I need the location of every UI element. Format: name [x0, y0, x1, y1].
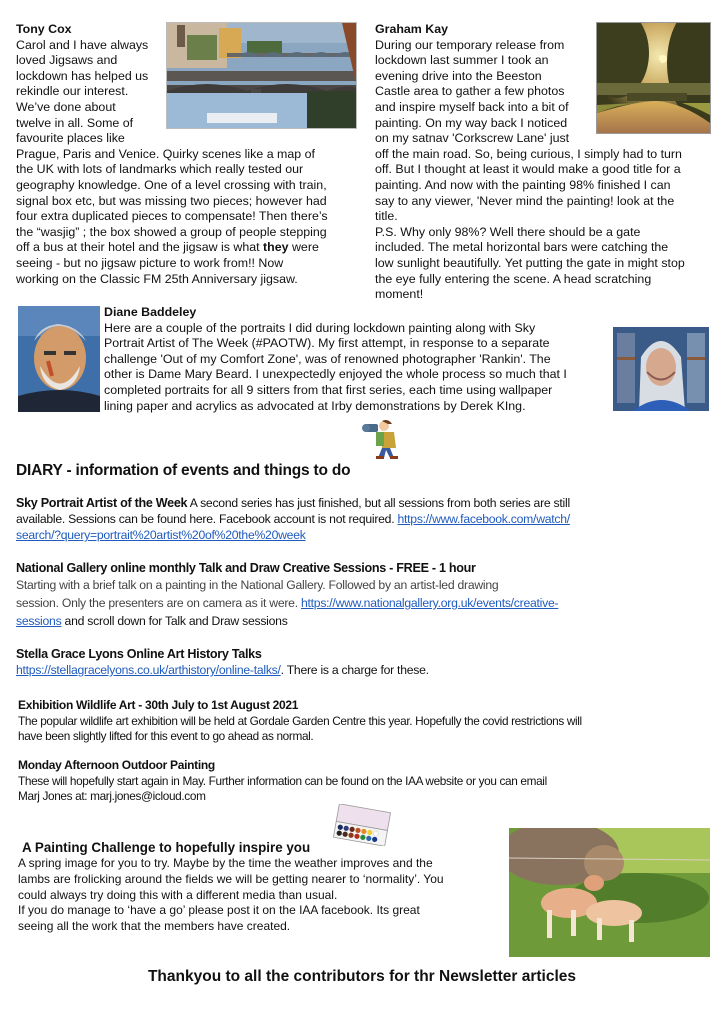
article-diane-baddeley: [104, 305, 604, 414]
text-line: Portrait Artist of The Week (#PAOTW). My first attempt, in response to a separate: [104, 336, 550, 351]
text-line: The popular wildlife art exhibition will be held at Gordale Garden Centre this year. Hopefully the covid restrictions will: [18, 713, 582, 728]
text-line: Here are a couple of the portraits I did during lockdown painting along with Sky: [104, 320, 536, 335]
text-line: off. But I thought at least it would make a good title for a: [375, 162, 681, 177]
diary-event-wildlife-exhibition: [18, 698, 722, 745]
text-line: on my satnav 'Corkscrew Lane' just: [375, 131, 570, 146]
text-line: lockdown last summer I took an: [375, 53, 549, 68]
paint-box-clipart: [333, 804, 391, 846]
text-line: During our temporary release from: [375, 37, 565, 52]
text-line: [18, 758, 722, 774]
text-span: were: [288, 240, 319, 255]
text-line: [16, 560, 716, 576]
text-line: seeing all the work that the members have created.: [18, 919, 291, 934]
national-gallery-link-continued[interactable]: sessions: [16, 614, 62, 628]
text-line: Castle area to gather a few photos: [375, 84, 565, 99]
facebook-link-continued[interactable]: search/?query=portrait%20artist%20of%20the%20week: [16, 528, 306, 542]
event-title: Stella Grace Lyons Online Art History Talks: [16, 647, 262, 661]
diary-event-outdoor-painting: [18, 758, 722, 805]
text-line: [16, 240, 356, 256]
painting-challenge-heading: A Painting Challenge to hopefully inspire you: [22, 840, 311, 855]
text-line: included. The metal horizontal bars were catching the: [375, 240, 669, 255]
corkscrew-lane-painting: [596, 22, 711, 134]
event-title: Sky Portrait Artist of the Week: [16, 496, 188, 510]
article-text: [104, 321, 604, 415]
facebook-link[interactable]: https://www.facebook.com/watch/: [397, 512, 570, 526]
text-line: A spring image for you to try. Maybe by the time the weather improves and the: [18, 856, 433, 870]
text-line: off the main road. So, being curious, I simply had to turn: [375, 146, 682, 161]
text-line: the “wasjig” ; the box showed a group of people stepping: [16, 224, 327, 239]
text-line: working on the Classic FM 25th Anniversary jigsaw.: [16, 271, 298, 286]
text-line: P.S. Why only 98%? Well there should be a gate: [375, 224, 641, 239]
event-text: available. Sessions can be found here. Facebook account is not required.: [16, 512, 398, 526]
text-line: If you do manage to ‘have a go’ please post it on the IAA facebook. Its great: [18, 903, 420, 918]
text-line: [16, 594, 716, 612]
text-line: painting. And now with the painting 98% finished I can: [375, 177, 671, 192]
text-line: evening drive into the Beeston: [375, 68, 542, 83]
text-line: moment!: [375, 287, 424, 302]
text-line: rekindle our interest.: [16, 84, 129, 99]
text-line: These will hopefully start again in May. Further information can be found on the IAA website or you can email: [18, 773, 547, 788]
text-line: lambs are frolicking around the fields we will be getting nearer to ‘normality’. You: [18, 871, 444, 886]
text-line: loved Jigsaws and: [16, 53, 118, 68]
text-line: completed portraits for all 9 sitters from that first series, each time using wallpaper: [104, 382, 553, 397]
stella-grace-lyons-link[interactable]: https://stellagracelyons.co.uk/arthistory/online-talks/: [16, 663, 281, 677]
text-line: lining paper and acrylics as advocated at Irby demonstrations by Derek KIng.: [104, 398, 526, 413]
text-line: [16, 511, 716, 527]
event-text: and scroll down for Talk and Draw sessions: [61, 614, 288, 628]
text-line: [16, 662, 716, 678]
diary-heading: DIARY - information of events and things to do: [16, 462, 351, 479]
text-line: challenge 'Out of my Comfort Zone', was of renowned photographer 'Rankin'. The: [104, 351, 551, 366]
author-name: Tony Cox: [16, 22, 72, 36]
event-title: Monday Afternoon Outdoor Painting: [18, 758, 215, 772]
national-gallery-link[interactable]: https://www.nationalgallery.org.uk/events/creative-: [300, 596, 559, 610]
thank-you-footer: Thankyou to all the contributors for thr Newsletter articles: [147, 968, 577, 985]
event-title: Exhibition Wildlife Art - 30th July to 1st August 2021: [18, 698, 299, 712]
text-line: [16, 527, 716, 543]
event-text: A second series has just finished, but all sessions from both series are still: [187, 496, 570, 510]
text-line: Carol and I have always: [16, 37, 149, 52]
text-line: painting. On my way back I noticed: [375, 115, 568, 130]
text-line: geography knowledge. One of a level crossing with train,: [16, 177, 327, 192]
text-line: could always try doing this with a different media than usual.: [18, 887, 338, 902]
mary-beard-portrait-painting: [613, 327, 709, 411]
author-name: Graham Kay: [375, 22, 449, 36]
event-text: . There is a charge for these.: [280, 663, 429, 677]
photographer-clipart: [362, 418, 402, 460]
text-line: the UK with lots of landmarks which really tested our: [16, 162, 304, 177]
author-name: Diane Baddeley: [104, 305, 197, 319]
prague-jigsaw-image: [166, 22, 357, 129]
text-line: lockdown has helped us: [16, 68, 149, 83]
text-line: [16, 646, 716, 662]
text-line: title.: [375, 209, 398, 224]
text-line: Marj Jones at: marj.jones@icloud.com: [18, 789, 206, 803]
text-line: and inspire myself back into a bit of: [375, 99, 569, 114]
text-line: four extra duplicated pieces to compensate! Then there’s: [16, 209, 328, 224]
diary-event-national-gallery: [16, 560, 716, 630]
text-line: low sunlight beautifully. Yet putting the gate in might stop: [375, 255, 685, 270]
text-line: [18, 698, 722, 714]
event-text: session. Only the presenters are on camera as it were.: [16, 596, 301, 610]
rankin-portrait-painting: [18, 306, 100, 412]
event-title: National Gallery online monthly Talk and Draw Creative Sessions - FREE - 1 hour: [16, 561, 476, 575]
diary-event-stella-grace-lyons: [16, 646, 716, 678]
text-line: [16, 495, 716, 511]
text-line: say to any viewer, 'Never mind the painting! look at the: [375, 193, 675, 208]
text-line: have been slightly lifted for this event to go ahead as normal.: [18, 729, 314, 743]
text-line: signal box etc, but was missing two pieces; however had: [16, 193, 327, 208]
text-line: [16, 612, 716, 630]
bold-word: they: [263, 240, 289, 255]
text-line: favourite places like: [16, 131, 125, 146]
text-line: Prague, Paris and Venice. Quirky scenes like a map of: [16, 146, 315, 161]
diary-event-sky-portrait: [16, 495, 716, 543]
text-line: seeing - but no jigsaw picture to work from!! Now: [16, 255, 284, 270]
text-line: the eye fully entering the scene. A head scratching: [375, 271, 652, 286]
text-line: other is Dame Mary Beard. I unexpectedly enjoyed the whole process so much that I: [104, 367, 567, 382]
text-line: Starting with a brief talk on a painting in the National Gallery. Followed by an artist-led drawing: [16, 578, 499, 592]
text-line: We’ve done about: [16, 99, 116, 114]
painting-challenge-text: [18, 856, 508, 935]
text-span: off a bus at their hotel and the jigsaw is what: [16, 240, 264, 255]
sheep-and-lambs-photo: [509, 828, 710, 957]
text-line: twelve in all. Some of: [16, 115, 134, 130]
